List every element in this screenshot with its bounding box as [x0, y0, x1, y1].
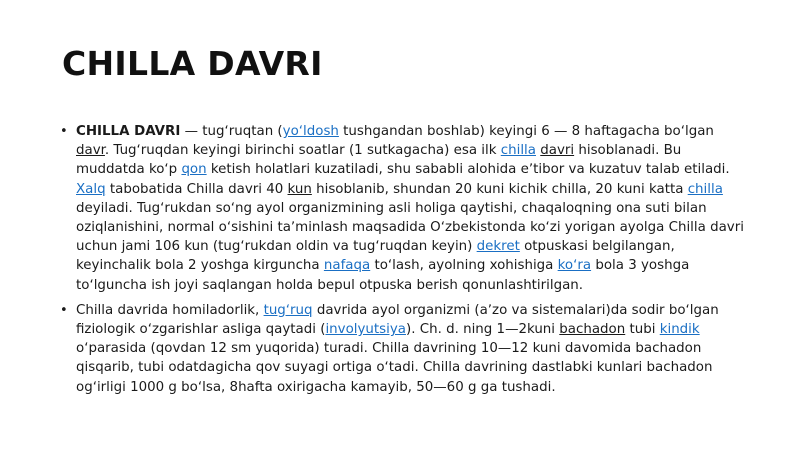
- text: tubi: [625, 322, 660, 338]
- text: tushgandan boshlab) keyingi 6 — 8 haftagacha boʻlgan: [338, 124, 714, 139]
- text: hisoblanadi. Bu muddatda koʻp: [76, 143, 682, 178]
- text: hisoblanib, shundan 20 kuni kichik chilla, 20 kuni katta: [311, 181, 688, 197]
- link-chilla-2[interactable]: chilla: [687, 181, 723, 197]
- text: toʻlash, ayolning xohishiga: [370, 258, 558, 274]
- link-kindik[interactable]: kindik: [659, 322, 700, 338]
- text: deyiladi. Tugʻrukdan soʻng ayol organizmining asli holiga qaytishi, chaqaloqning ona suti bilan oziqlanishini, normal oʻsishini taʼminlash maqsadida Oʻzbekistonda koʻzi yorigan ayolga Chilla davri uchun jami 106 kun (tugʻrukdan oldin va tugʻruqdan keyin): [76, 200, 744, 255]
- text: bola 3 yoshga toʻlguncha ish joyi saqlangan holda bepul otpuska berish qonunlashtirilgan.: [76, 258, 690, 293]
- bullet-dot: •: [60, 124, 68, 139]
- text: . Tugʻruqdan keyingi birinchi soatlar (1 sutkagacha) esa ilk: [104, 143, 501, 159]
- link-dekret[interactable]: dekret: [476, 239, 520, 255]
- link-nafaqa[interactable]: nafaqa: [323, 258, 371, 274]
- link-davr[interactable]: davr: [76, 143, 105, 159]
- link-davri[interactable]: davri: [540, 143, 575, 159]
- slide-title: CHILLA DAVRI: [62, 44, 323, 83]
- link-tugruq[interactable]: tugʻruq: [263, 302, 313, 318]
- bullet-paragraph-2: [60, 301, 750, 397]
- bullet-paragraph-1: [60, 122, 750, 295]
- text: tabobatida Chilla davri 40: [105, 181, 288, 197]
- link-xalq[interactable]: Xalq: [76, 181, 106, 197]
- slide-body: [60, 122, 750, 403]
- text: otpuskasi belgilangan, keyinchalik bola 2 yoshga kirguncha: [76, 239, 675, 274]
- link-involyutsiya[interactable]: involyutsiya: [325, 322, 406, 338]
- term-bold: CHILLA DAVRI: [76, 124, 181, 139]
- link-bachadon[interactable]: bachadon: [559, 322, 626, 338]
- link-yoldosh[interactable]: yoʻldosh: [282, 124, 339, 139]
- link-chilla[interactable]: chilla: [500, 143, 536, 159]
- text: — tugʻruqtan (: [180, 124, 283, 139]
- bullet-dot: •: [60, 302, 68, 318]
- link-kora[interactable]: koʻra: [557, 258, 592, 274]
- link-kun[interactable]: kun: [287, 181, 312, 197]
- text: oʻparasida (qovdan 12 sm yuqorida) turadi. Chilla davrining 10—12 kuni davomida bachadon qisqarib, tubi odatdagicha qov suyagi ortiga oʻtadi. Chilla davrining dastlabki kunlari bachadon ogʻirligi 1000 g boʻlsa, 8hafta oxirigacha kamayib, 50—60 g ga tushadi.: [76, 341, 713, 395]
- text: Chilla davrida homiladorlik,: [76, 302, 264, 318]
- text: ). Ch. d. ning 1—2kuni: [406, 322, 560, 338]
- text: ketish holatlari kuzatiladi, shu sababli alohida eʼtibor va kuzatuv talab etiladi.: [206, 162, 730, 178]
- text: davrida ayol organizmi (aʼzo va sistemalari)da sodir boʻlgan fiziologik oʻzgarishlar asliga qaytadi (: [76, 302, 719, 338]
- link-qon[interactable]: qon: [181, 162, 207, 178]
